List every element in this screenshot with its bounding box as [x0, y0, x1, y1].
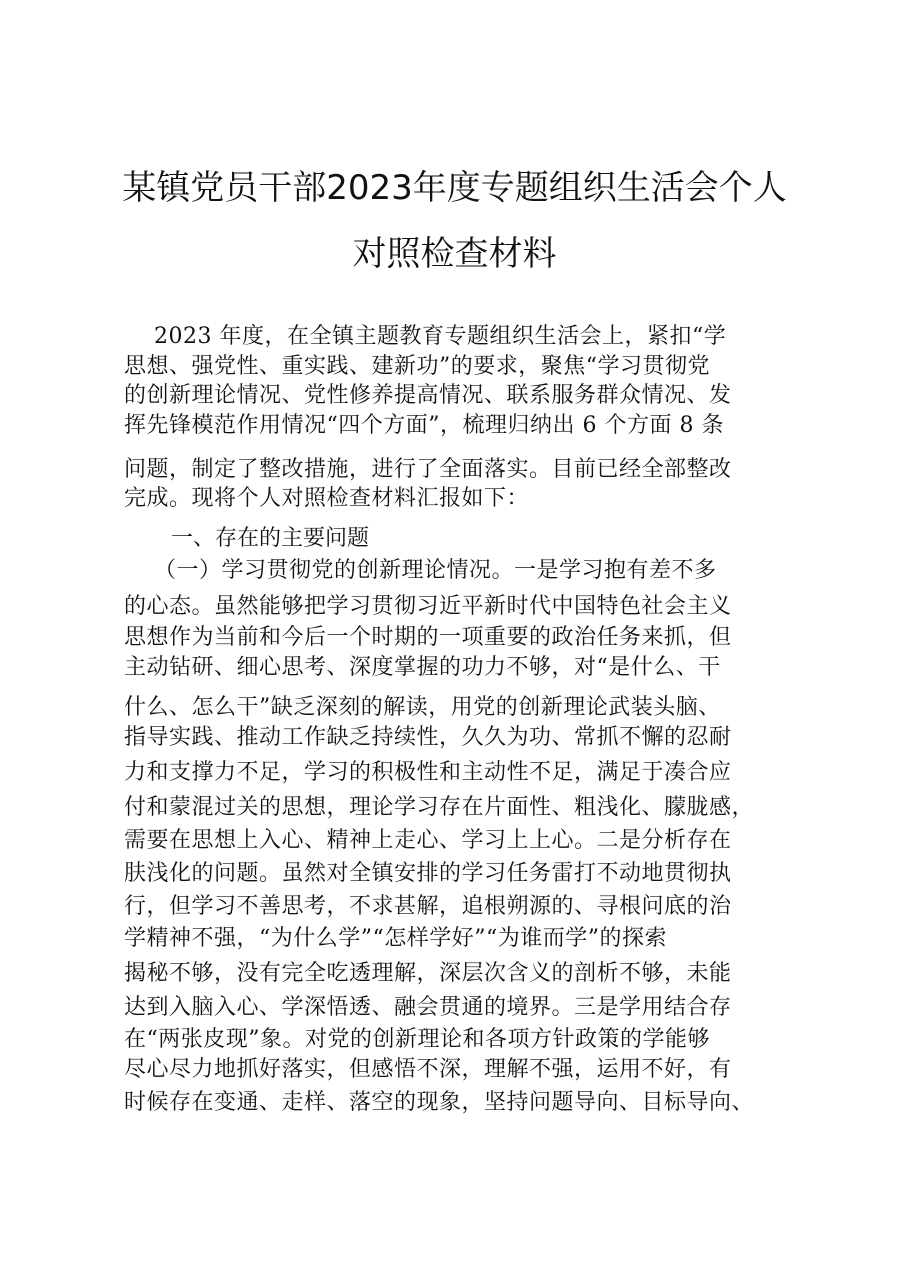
- text-line: 完成。现将个人对照检查材料汇报如下：: [124, 486, 530, 511]
- text-line: 指导实践、推动工作缺乏持续性，久久为功、常抓不懈的忍耐: [124, 725, 732, 750]
- text-line: 的创新理论情况、党性修养提高情况、联系服务群众情况、发: [124, 383, 732, 408]
- text-line: 时候存在变通、走样、落空的现象，坚持问题导向、目标导向、: [124, 1090, 755, 1115]
- text-line: 学精神不强，“为什么学”“怎样学好”“为谁而学”的探索: [124, 926, 667, 951]
- text-line: （一）学习贯彻党的创新理论情况。一是学习抱有差不多: [124, 558, 717, 583]
- text-line: 需要在思想上入心、精神上走心、学习上上心。二是分析存在: [124, 828, 732, 853]
- text-line: 尽心尽力地抓好落实，但感悟不深，理解不强，运用不好，有: [124, 1057, 732, 1082]
- text-line: 挥先锋模范作用情况“四个方面”，梳理归纳出 6 个方面 8 条: [124, 413, 724, 438]
- text-line: 思想作为当前和今后一个时期的一项重要的政治任务来抓，但: [124, 625, 732, 650]
- text-line: 什么、怎么干”缺乏深刻的解读，用党的创新理论武装头脑、: [124, 695, 721, 720]
- document-title-line-1: 某镇党员干部2023年度专题组织生活会个人: [122, 168, 787, 208]
- text-line: 力和支撑力不足，学习的积极性和主动性不足，满足于凑合应: [124, 760, 732, 785]
- text-line: 2023 年度，在全镇主题教育专题组织生活会上，紧扣“学: [124, 324, 727, 349]
- text-line: 思想、强党性、重实践、建新功”的要求，聚焦“学习贯彻党: [124, 354, 710, 379]
- text-line: 问题，制定了整改措施，进行了全面落实。目前已经全部整改: [124, 457, 732, 482]
- text-line: 达到入脑入心、学深悟透、融会贯通的境界。三是学用结合存: [124, 995, 732, 1020]
- text-line: 揭秘不够，没有完全吃透理解，深层次含义的剖析不够，未能: [124, 961, 732, 986]
- text-line: 行，但学习不善思考，不求甚解，追根朔源的、寻根问底的治: [124, 894, 732, 919]
- text-line: 肤浅化的问题。虽然对全镇安排的学习任务雷打不动地贯彻执: [124, 861, 732, 886]
- text-line: 在“两张皮现”象。对党的创新理论和各项方针政策的学能够: [124, 1027, 710, 1052]
- document-title-line-2: 对照检查材料: [352, 234, 557, 274]
- text-line: 主动钻研、细心思考、深度掌握的功力不够，对“是什么、干: [124, 655, 721, 680]
- section-heading: 一、存在的主要问题: [171, 526, 370, 551]
- text-line: 的心态。虽然能够把学习贯彻习近平新时代中国特色社会主义: [124, 594, 732, 619]
- text-line: 付和蒙混过关的思想，理论学习存在片面性、粗浅化、朦胧感，: [124, 795, 755, 820]
